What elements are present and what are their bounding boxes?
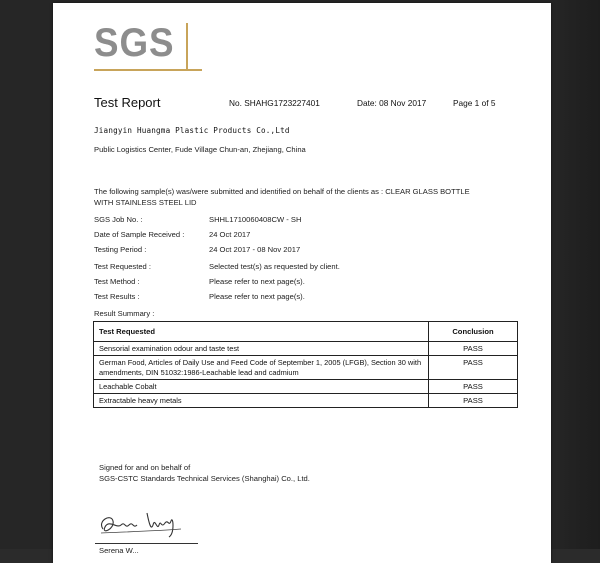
logo-gold-horizontal-line [94, 69, 202, 71]
signer-name: Serena W... [99, 546, 139, 555]
field-value: 24 Oct 2017 [209, 230, 251, 239]
field-label: Test Requested : [94, 262, 151, 271]
table-row [94, 356, 518, 380]
table-row [94, 342, 518, 356]
field-label: Date of Sample Received : [94, 230, 185, 239]
header-conclusion: Conclusion [429, 322, 518, 342]
handwritten-signature [95, 503, 185, 541]
test-conclusion: PASS [429, 356, 518, 380]
sgs-logo [94, 23, 202, 71]
report-page [53, 3, 551, 563]
test-name: Sensorial examination odour and taste test [94, 342, 429, 356]
intro-line-2: WITH STAINLESS STEEL LID [94, 198, 197, 207]
table-row [94, 394, 518, 408]
client-name: Jiangyin Huangma Plastic Products Co.,Ltd [94, 126, 290, 135]
logo-gold-vertical-line [186, 23, 188, 71]
field-label: SGS Job No. : [94, 215, 143, 224]
test-conclusion: PASS [429, 342, 518, 356]
signature-underline [95, 543, 198, 544]
intro-line-1: The following sample(s) was/were submitted and identified on behalf of the clients as : CLEAR GLASS BOTTLE [94, 187, 470, 196]
field-label: Testing Period : [94, 245, 147, 254]
test-name: German Food, Articles of Daily Use and Feed Code of September 1, 2005 (LFGB), Section 30 with amendments, DIN 51032:1986-Leachable lead and cadmium [94, 356, 429, 380]
field-label: Test Method : [94, 277, 140, 286]
result-summary-table [93, 321, 518, 408]
client-address: Public Logistics Center, Fude Village Chun-an, Zhejiang, China [94, 145, 306, 154]
signing-company: SGS-CSTC Standards Technical Services (Shanghai) Co., Ltd. [99, 474, 310, 483]
result-summary-label: Result Summary : [94, 309, 155, 318]
report-date: Date: 08 Nov 2017 [357, 98, 427, 108]
page-indicator: Page 1 of 5 [453, 98, 496, 108]
field-value: Please refer to next page(s). [209, 277, 305, 286]
header-test-requested: Test Requested [94, 322, 429, 342]
field-value: 24 Oct 2017 - 08 Nov 2017 [209, 245, 301, 254]
field-label: Test Results : [94, 292, 140, 301]
report-number: No. SHAHG1723227401 [229, 98, 320, 108]
field-value: Please refer to next page(s). [209, 292, 305, 301]
table-header-row [94, 322, 518, 342]
signed-on-behalf-line: Signed for and on behalf of [99, 463, 191, 472]
logo-text: SGS [94, 21, 175, 65]
table-row [94, 380, 518, 394]
report-title: Test Report [94, 95, 161, 110]
test-conclusion: PASS [429, 394, 518, 408]
test-conclusion: PASS [429, 380, 518, 394]
test-name: Leachable Cobalt [94, 380, 429, 394]
field-value: Selected test(s) as requested by client. [209, 262, 340, 271]
field-value: SHHL1710060408CW - SH [209, 215, 302, 224]
test-name: Extractable heavy metals [94, 394, 429, 408]
